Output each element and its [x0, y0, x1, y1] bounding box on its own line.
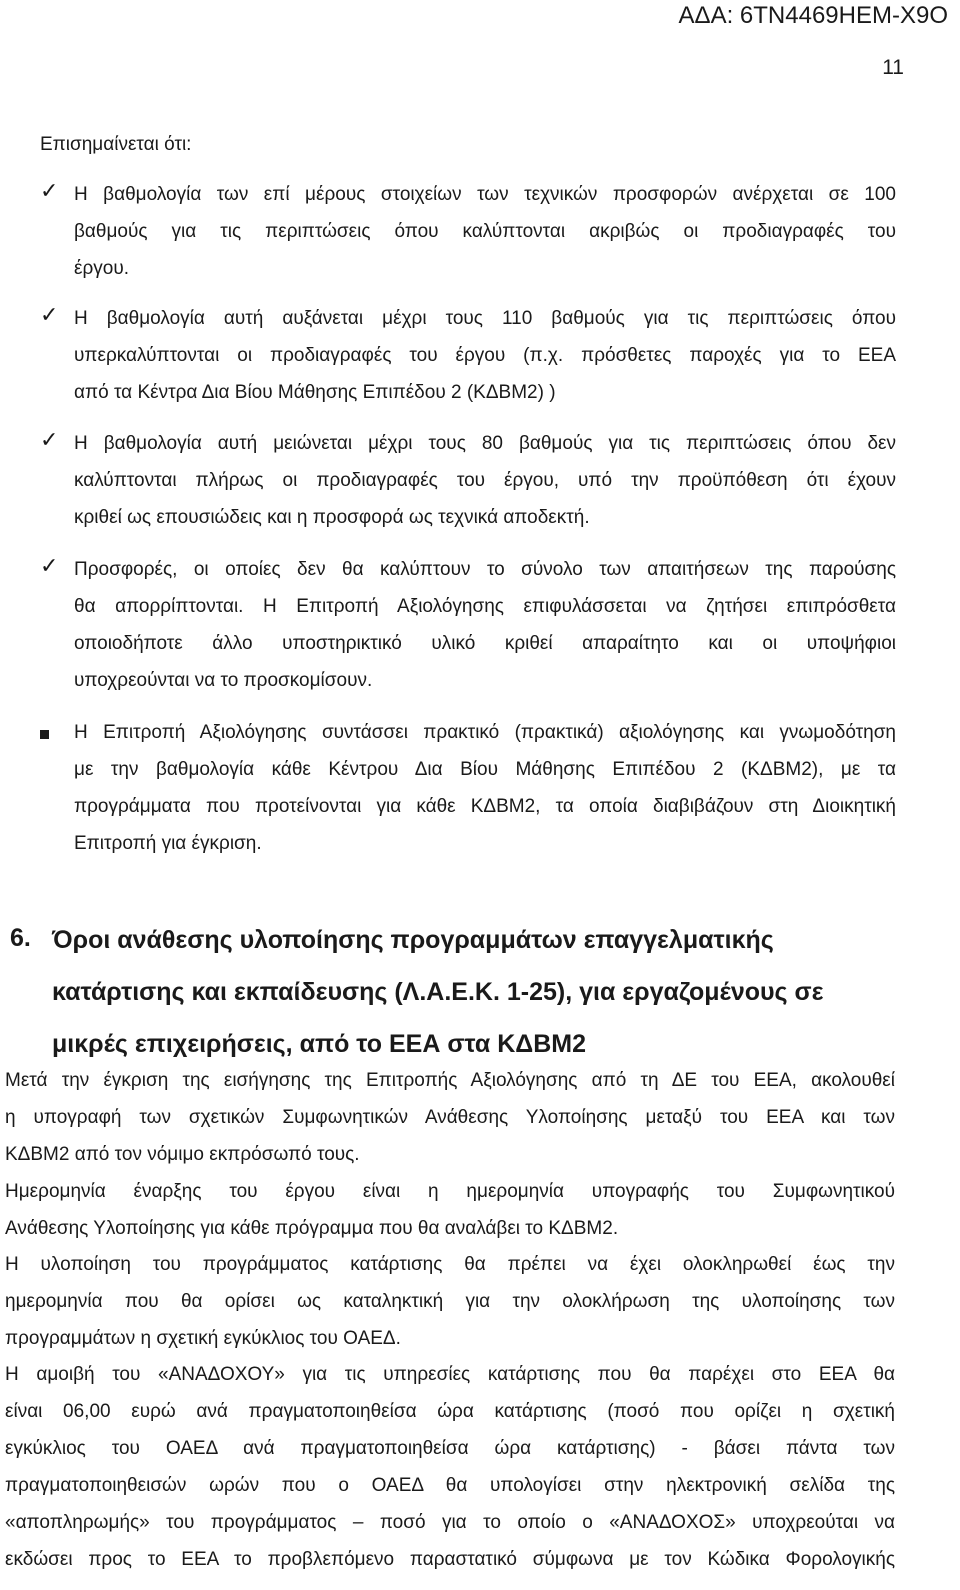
text-line: έργου.: [74, 258, 130, 279]
body-paragraph-4: [5, 1356, 895, 1578]
text-line: υπερκαλύπτονται οι προδιαγραφές του έργου (π.χ. πρόσθετες παροχές για το ΕΕΑ: [74, 345, 896, 366]
body-paragraph-3: [5, 1246, 895, 1357]
body-paragraph-2: [5, 1173, 895, 1247]
text-line: Η αμοιβή του «ΑΝΑΔΟΧΟΥ» για τις υπηρεσίες κατάρτισης που θα παρέχει στο ΕΕΑ θα: [5, 1364, 895, 1385]
body-paragraph-1: [5, 1062, 895, 1173]
text-line: «αποπληρωμής» του προγράμματος – ποσό για το οποίο ο «ΑΝΑΔΟΧΟΣ» υποχρεούται να: [5, 1512, 895, 1533]
text-line: θα απορρίπτονται. Η Επιτροπή Αξιολόγησης επιφυλάσσεται να ζητήσει επιπρόσθετα: [74, 596, 896, 617]
checkmark-icon: ✓: [40, 302, 59, 327]
text-line: Ανάθεσης Υλοποίησης για κάθε πρόγραμμα που θα αναλάβει το ΚΔΒΜ2.: [5, 1218, 619, 1239]
text-line: κριθεί ως επουσιώδεις και η προσφορά ως τεχνικά αποδεκτή.: [74, 507, 590, 528]
text-line: Μετά την έγκριση της εισήγησης της Επιτροπής Αξιολόγησης από τη ΔΕ του ΕΕΑ, ακολουθεί: [5, 1070, 895, 1091]
check-paragraph-1: [74, 176, 896, 287]
check-paragraph-4: [74, 551, 896, 699]
ada-code: ΑΔΑ: 6ΤΝ4469ΗΕΜ-Χ9Ο: [678, 2, 948, 29]
text-line: καλύπτονται πλήρως οι προδιαγραφές του έργου, υπό την προϋπόθεση ότι έχουν: [74, 470, 896, 491]
square-bullet-icon: [40, 730, 49, 739]
text-line: προγράμματα που προτείνονται για κάθε ΚΔΒΜ2, τα οποία διαβιβάζουν στη Διοικητική: [74, 796, 896, 817]
text-line: εκδώσει προς το ΕΕΑ το προβλεπόμενο παραστατικό σύμφωνα με τον Κώδικα Φορολογικής: [5, 1549, 895, 1570]
text-line: πραγματοποιηθεισών ωρών που ο ΟΑΕΔ θα υπολογίσει στην ηλεκτρονική σελίδα της: [5, 1475, 895, 1496]
checkmark-icon: ✓: [40, 427, 59, 452]
text-line: βαθμούς για τις περιπτώσεις όπου καλύπτονται ακριβώς οι προδιαγραφές του: [74, 221, 896, 242]
page-number: 11: [882, 56, 904, 79]
section-title: [52, 914, 823, 1070]
text-line: με την βαθμολογία κάθε Κέντρου Δια Βίου Μάθησης Επιπέδου 2 (ΚΔΒΜ2), με τα: [74, 759, 896, 780]
text-line: Επιτροπή για έγκριση.: [74, 833, 262, 854]
text-line: Η βαθμολογία αυτή μειώνεται μέχρι τους 80 βαθμούς για τις περιπτώσεις όπου δεν: [74, 433, 896, 454]
heading-line: Όροι ανάθεσης υλοποίησης προγραμμάτων επαγγελματικής: [52, 926, 774, 954]
text-line: προγραμμάτων η σχετική εγκύκλιος του ΟΑΕΔ.: [5, 1328, 401, 1349]
text-line: Η βαθμολογία αυτή αυξάνεται μέχρι τους 110 βαθμούς για τις περιπτώσεις όπου: [74, 308, 896, 329]
check-paragraph-3: [74, 425, 896, 536]
heading-line: κατάρτισης και εκπαίδευσης (Λ.Α.Ε.Κ. 1-25), για εργαζομένους σε: [52, 978, 824, 1006]
text-line: Η Επιτροπή Αξιολόγησης συντάσσει πρακτικό (πρακτικά) αξιολόγησης και γνωμοδότηση: [74, 722, 896, 743]
text-line: είναι 06,00 ευρώ ανά πραγματοποιηθείσα ώρα κατάρτισης (ποσό που ορίζει η σχετική: [5, 1401, 895, 1422]
heading-line: μικρές επιχειρήσεις, από το ΕΕΑ στα ΚΔΒΜ2: [52, 1030, 587, 1058]
text-line: Η βαθμολογία των επί μέρους στοιχείων των τεχνικών προσφορών ανέρχεται σε 100: [74, 184, 896, 205]
text-line: Ημερομηνία έναρξης του έργου είναι η ημερομηνία υπογραφής του Συμφωνητικού: [5, 1181, 895, 1202]
checkmark-icon: ✓: [40, 178, 59, 203]
text-line: ΚΔΒΜ2 από τον νόμιμο εκπρόσωπό τους.: [5, 1144, 360, 1165]
text-line: Η υλοποίηση του προγράμματος κατάρτισης θα πρέπει να έχει ολοκληρωθεί έως την: [5, 1254, 895, 1275]
text-line: εγκύκλιος του ΟΑΕΔ ανά πραγματοποιηθείσα ώρα κατάρτισης) - βάσει πάντα των: [5, 1438, 895, 1459]
check-paragraph-2: [74, 300, 896, 411]
section-number: 6.: [10, 924, 31, 952]
checkmark-icon: ✓: [40, 553, 59, 578]
text-line: ημερομηνία που θα ορίσει ως καταληκτική για την ολοκλήρωση της υλοποίησης των: [5, 1291, 895, 1312]
text-line: Προσφορές, οι οποίες δεν θα καλύπτουν το σύνολο των απαιτήσεων της παρούσης: [74, 559, 896, 580]
text-line: από τα Κέντρα Δια Βίου Μάθησης Επιπέδου 2 (ΚΔΒΜ2) ): [74, 382, 556, 403]
text-line: οποιοδήποτε άλλο υποστηρικτικό υλικό κριθεί απαραίτητο και οι υποψήφιοι: [74, 633, 896, 654]
square-bullet-paragraph: [74, 714, 896, 862]
text-line: η υπογραφή των σχετικών Συμφωνητικών Ανάθεσης Υλοποίησης μεταξύ του ΕΕΑ και των: [5, 1107, 895, 1128]
intro-text: Επισημαίνεται ότι:: [40, 134, 192, 155]
text-line: υποχρεούνται να το προσκομίσουν.: [74, 670, 373, 691]
